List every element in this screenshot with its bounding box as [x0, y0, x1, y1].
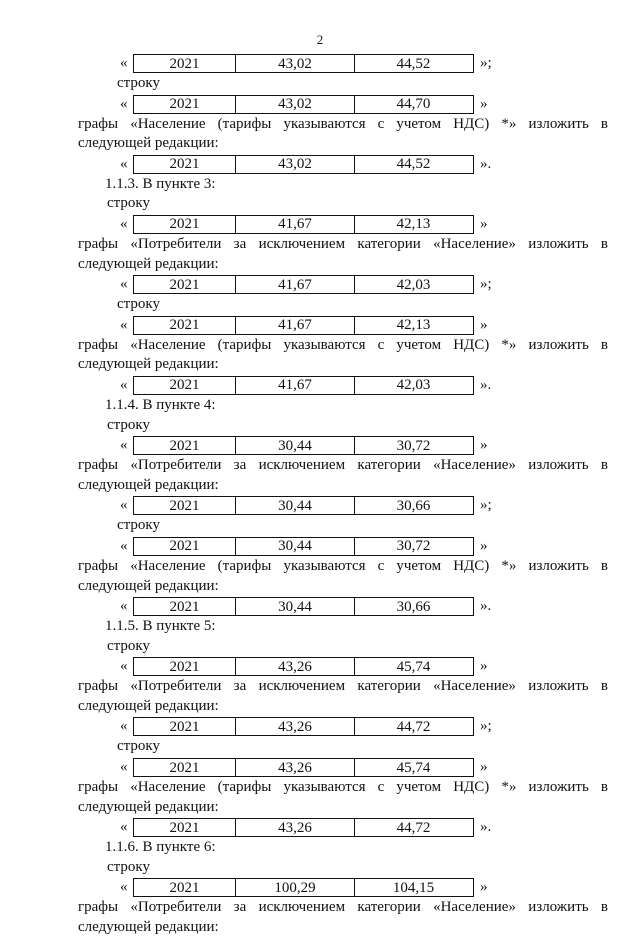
tariff-year-cell: 2021 — [134, 317, 236, 334]
text-line: строку — [107, 416, 150, 433]
tariff-second-half-cell: 44,72 — [396, 718, 431, 735]
open-quote: « — [120, 376, 128, 393]
tariff-year-cell: 2021 — [134, 538, 236, 555]
tariff-row-line — [0, 716, 640, 737]
text-line: строку — [107, 195, 150, 212]
open-quote: « — [120, 155, 128, 172]
document-line — [0, 416, 640, 436]
instruction-text: графы «Население (тарифы указываются с учетом НДС) *» изложить в — [78, 779, 608, 796]
tariff-second-half-cell: 44,72 — [396, 819, 431, 836]
tariff-year-cell: 2021 — [134, 377, 236, 394]
tariff-first-half-cell: 41,67 — [236, 216, 355, 233]
open-quote: « — [120, 95, 128, 112]
tariff-table-row — [133, 54, 474, 73]
close-quote: » — [480, 95, 488, 112]
subclause-heading: 1.1.4. В пункте 4: — [105, 396, 216, 413]
tariff-row-line — [0, 495, 640, 516]
open-quote: « — [120, 759, 128, 776]
open-quote: « — [120, 879, 128, 896]
tariff-second-half-cell: 104,15 — [392, 879, 435, 896]
tariff-table-row — [133, 818, 474, 837]
document-line — [0, 697, 640, 717]
tariff-first-half-cell: 43,02 — [236, 156, 355, 173]
tariff-second-half-cell: 45,74 — [396, 759, 431, 776]
tariff-row-line — [0, 375, 640, 396]
open-quote: « — [120, 497, 128, 514]
tariff-row-line — [0, 877, 640, 898]
tariff-year-cell: 2021 — [134, 598, 236, 615]
tariff-first-half-cell: 30,44 — [236, 598, 355, 615]
text-line: следующей редакции: — [78, 135, 219, 152]
close-quote: » — [480, 759, 488, 776]
document-line — [0, 677, 640, 697]
document-line — [0, 235, 640, 255]
document-line — [0, 858, 640, 878]
subclause-heading: 1.1.5. В пункте 5: — [105, 618, 216, 635]
tariff-table-row — [133, 657, 474, 676]
tariff-table-row — [133, 717, 474, 736]
open-quote: « — [120, 819, 128, 836]
tariff-second-half-cell: 30,66 — [396, 497, 431, 514]
tariff-year-cell: 2021 — [134, 276, 236, 293]
tariff-row-line — [0, 214, 640, 235]
tariff-row-line — [0, 817, 640, 838]
tariff-table-row — [133, 496, 474, 515]
tariff-table-row — [133, 758, 474, 777]
document-line — [0, 175, 640, 195]
instruction-text: графы «Население (тарифы указываются с учетом НДС) *» изложить в — [78, 336, 608, 353]
tariff-row-line — [0, 757, 640, 778]
document-line — [0, 617, 640, 637]
tariff-table-row — [133, 215, 474, 234]
page-number: 2 — [316, 32, 324, 47]
tariff-first-half-cell: 43,02 — [236, 55, 355, 72]
document-line — [0, 838, 640, 858]
close-quote: »; — [480, 718, 492, 735]
tariff-row-line — [0, 53, 640, 74]
tariff-first-half-cell: 43,02 — [236, 96, 355, 113]
document-body — [0, 53, 640, 938]
close-quote: ». — [480, 819, 492, 836]
document-line — [0, 918, 640, 938]
tariff-second-half-cell: 30,72 — [396, 437, 431, 454]
tariff-second-half-cell: 30,66 — [396, 598, 431, 615]
tariff-table-row — [133, 597, 474, 616]
text-line: следующей редакции: — [78, 919, 219, 936]
tariff-second-half-cell: 30,72 — [396, 538, 431, 555]
tariff-year-cell: 2021 — [134, 879, 236, 896]
text-line: следующей редакции: — [78, 697, 219, 714]
close-quote: » — [480, 879, 488, 896]
tariff-table-row — [133, 376, 474, 395]
document-line — [0, 115, 640, 135]
open-quote: « — [120, 276, 128, 293]
open-quote: « — [120, 718, 128, 735]
tariff-year-cell: 2021 — [134, 55, 236, 72]
instruction-text: графы «Потребители за исключением категории «Население» изложить в — [78, 899, 608, 916]
subclause-heading: 1.1.6. В пункте 6: — [105, 839, 216, 856]
tariff-second-half-cell: 42,03 — [396, 276, 431, 293]
open-quote: « — [120, 658, 128, 675]
tariff-second-half-cell: 44,70 — [396, 96, 431, 113]
tariff-table-row — [133, 275, 474, 294]
close-quote: »; — [480, 55, 492, 71]
open-quote: « — [120, 537, 128, 554]
text-line: следующей редакции: — [78, 476, 219, 493]
text-line: строку — [117, 738, 160, 755]
close-quote: » — [480, 316, 488, 333]
tariff-table-row — [133, 878, 474, 897]
close-quote: »; — [480, 276, 492, 293]
subclause-heading: 1.1.3. В пункте 3: — [105, 175, 216, 192]
tariff-second-half-cell: 44,52 — [396, 55, 431, 72]
document-line — [0, 476, 640, 496]
close-quote: » — [480, 215, 488, 232]
tariff-first-half-cell: 30,44 — [236, 497, 355, 514]
document-line — [0, 516, 640, 536]
tariff-second-half-cell: 42,03 — [396, 377, 431, 394]
text-line: следующей редакции: — [78, 577, 219, 594]
close-quote: ». — [480, 598, 492, 615]
tariff-second-half-cell: 44,52 — [396, 156, 431, 173]
document-line — [0, 557, 640, 577]
tariff-year-cell: 2021 — [134, 819, 236, 836]
document-line — [0, 456, 640, 476]
close-quote: » — [480, 658, 488, 675]
document-line — [0, 194, 640, 214]
tariff-year-cell: 2021 — [134, 156, 236, 173]
tariff-first-half-cell: 43,26 — [236, 718, 355, 735]
instruction-text: графы «Население (тарифы указываются с учетом НДС) *» изложить в — [78, 557, 608, 574]
tariff-first-half-cell: 30,44 — [236, 437, 355, 454]
tariff-table-row — [133, 537, 474, 556]
text-line: строку — [107, 637, 150, 654]
open-quote: « — [120, 598, 128, 615]
text-line: строку — [117, 296, 160, 313]
tariff-row-line — [0, 154, 640, 175]
open-quote: « — [120, 437, 128, 454]
tariff-year-cell: 2021 — [134, 216, 236, 233]
document-line — [0, 737, 640, 757]
tariff-first-half-cell: 41,67 — [236, 317, 355, 334]
open-quote: « — [120, 316, 128, 333]
open-quote: « — [120, 215, 128, 232]
tariff-row-line — [0, 94, 640, 115]
tariff-first-half-cell: 41,67 — [236, 377, 355, 394]
tariff-row-line — [0, 656, 640, 677]
instruction-text: графы «Потребители за исключением категории «Население» изложить в — [78, 235, 608, 252]
text-line: следующей редакции: — [78, 255, 219, 272]
document-line — [0, 134, 640, 154]
tariff-table-row — [133, 316, 474, 335]
document-line — [0, 798, 640, 818]
tariff-first-half-cell: 43,26 — [236, 819, 355, 836]
tariff-first-half-cell: 43,26 — [236, 658, 355, 675]
document-line — [0, 778, 640, 798]
close-quote: » — [480, 437, 488, 454]
tariff-row-line — [0, 435, 640, 456]
tariff-first-half-cell: 30,44 — [236, 538, 355, 555]
tariff-table-row — [133, 155, 474, 174]
instruction-text: графы «Население (тарифы указываются с учетом НДС) *» изложить в — [78, 115, 608, 132]
tariff-row-line — [0, 315, 640, 336]
tariff-year-cell: 2021 — [134, 759, 236, 776]
tariff-second-half-cell: 42,13 — [396, 317, 431, 334]
document-line — [0, 336, 640, 356]
tariff-year-cell: 2021 — [134, 658, 236, 675]
document-line — [0, 295, 640, 315]
text-line: строку — [107, 858, 150, 875]
close-quote: ». — [480, 376, 492, 393]
document-line — [0, 577, 640, 597]
document-line — [0, 637, 640, 657]
close-quote: »; — [480, 497, 492, 514]
tariff-year-cell: 2021 — [134, 718, 236, 735]
tariff-first-half-cell: 43,26 — [236, 759, 355, 776]
tariff-year-cell: 2021 — [134, 437, 236, 454]
tariff-table-row — [133, 95, 474, 114]
tariff-second-half-cell: 45,74 — [396, 658, 431, 675]
close-quote: » — [480, 537, 488, 554]
document-line — [0, 74, 640, 94]
document-line — [0, 255, 640, 275]
tariff-row-line — [0, 536, 640, 557]
close-quote: ». — [480, 155, 492, 172]
tariff-first-half-cell: 100,29 — [236, 879, 355, 896]
tariff-row-line — [0, 596, 640, 617]
document-line — [0, 898, 640, 918]
tariff-table-row — [133, 436, 474, 455]
tariff-row-line — [0, 274, 640, 295]
tariff-second-half-cell: 42,13 — [396, 216, 431, 233]
text-line: следующей редакции: — [78, 798, 219, 815]
document-line — [0, 396, 640, 416]
text-line: строку — [117, 517, 160, 534]
text-line: следующей редакции: — [78, 356, 219, 373]
tariff-first-half-cell: 41,67 — [236, 276, 355, 293]
document-line — [0, 355, 640, 375]
tariff-year-cell: 2021 — [134, 497, 236, 514]
text-line: строку — [117, 75, 160, 91]
open-quote: « — [120, 55, 128, 71]
tariff-year-cell: 2021 — [134, 96, 236, 113]
instruction-text: графы «Потребители за исключением категории «Население» изложить в — [78, 457, 608, 474]
instruction-text: графы «Потребители за исключением категории «Население» изложить в — [78, 678, 608, 695]
